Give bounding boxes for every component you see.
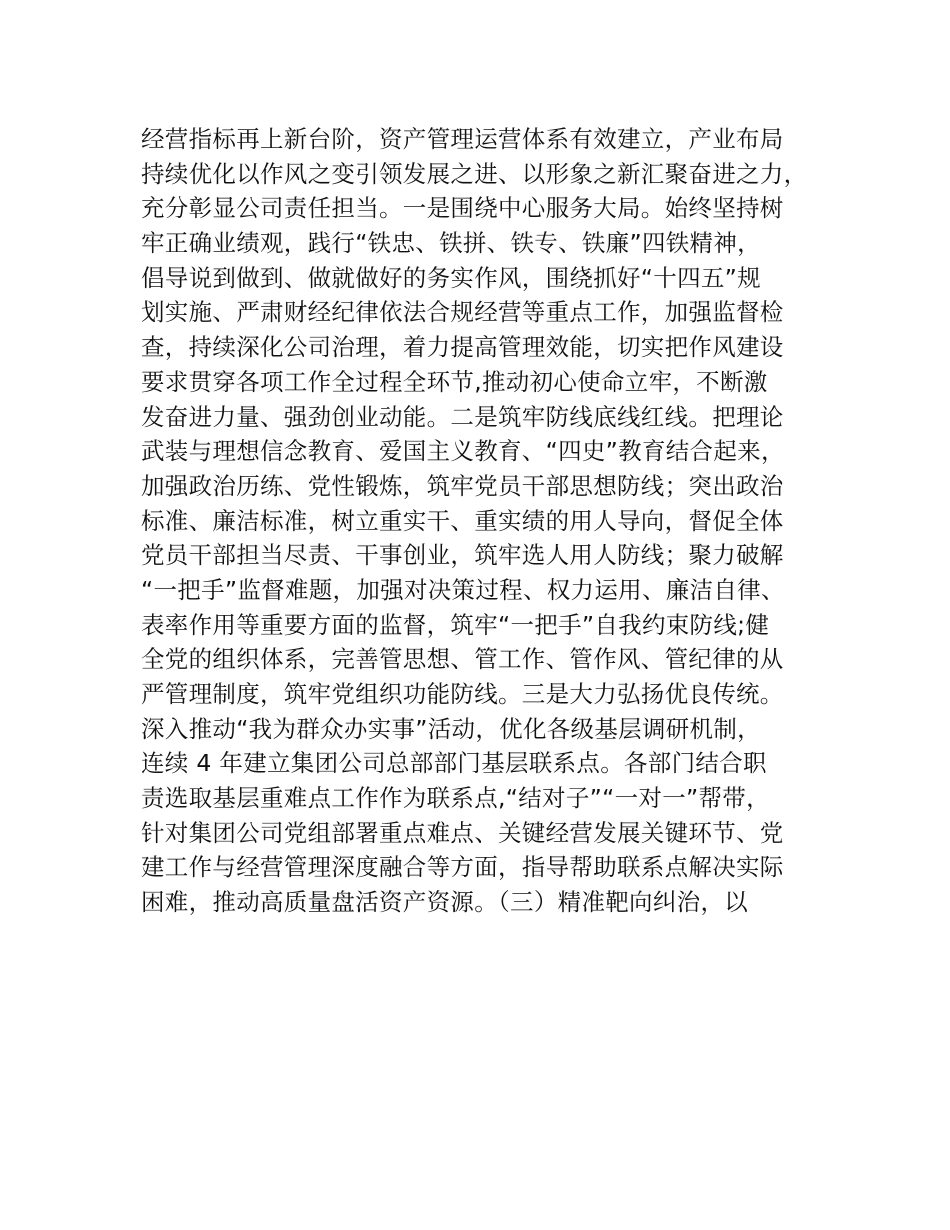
text-line: “一把手”监督难题，加强对决策过程、权力运用、廉洁自律、 — [141, 575, 785, 604]
text-line: 责选取基层重难点工作作为联系点,“结对子”“一对一”帮带， — [141, 784, 770, 813]
text-line: 建工作与经营管理深度融合等方面，指导帮助联系点解决实际 — [141, 853, 784, 882]
text-line: 充分彰显公司责任担当。一是围绕中心服务大局。始终坚持树 — [141, 194, 784, 223]
text-line: 要求贯穿各项工作全过程全环节,推动初心使命立牢，不断激 — [141, 367, 768, 396]
document-page — [141, 122, 841, 920]
text-line: 划实施、严肃财经纪律依法合规经营等重点工作，加强监督检 — [141, 298, 784, 327]
text-line: 全党的组织体系，完善管思想、管工作、管作风、管纪律的从 — [141, 645, 784, 674]
text-line: 困难，推动高质量盘活资产资源。（三）精准靶向纠治，以 — [141, 888, 749, 917]
text-line: 严管理制度，筑牢党组织功能防线。三是大力弘扬优良传统。 — [141, 680, 784, 708]
text-line: 加强政治历练、党性锻炼，筑牢党员干部思想防线；突出政治 — [141, 471, 784, 500]
text-line: 党员干部担当尽责、干事创业，筑牢选人用人防线；聚力破解 — [141, 541, 784, 570]
text-line: 经营指标再上新台阶，资产管理运营体系有效建立，产业布局 — [141, 125, 784, 153]
text-line: 倡导说到做到、做就做好的务实作风，围绕抓好“十四五”规 — [141, 263, 761, 292]
text-line: 牢正确业绩观，践行“铁忠、铁拼、铁专、铁廉”四铁精神， — [141, 229, 761, 258]
text-line: 标准、廉洁标准，树立重实干、重实绩的用人导向，督促全体 — [141, 506, 784, 535]
text-line: 武装与理想信念教育、爱国主义教育、“四史”教育结合起来， — [141, 437, 785, 466]
text-line: 查，持续深化公司治理，着力提高管理效能，切实把作风建设 — [141, 333, 784, 362]
text-line: 表率作用等重要方面的监督，筑牢“一把手”自我约束防线;健 — [141, 610, 770, 639]
text-line: 针对集团公司党组部署重点难点、关键经营发展关键环节、党 — [141, 818, 784, 847]
text-line: 持续优化以作风之变引领发展之进、以形象之新汇聚奋进之力， — [141, 159, 808, 188]
text-line: 深入推动“我为群众办实事”活动，优化各级基层调研机制， — [141, 714, 761, 743]
text-line: 发奋进力量、强劲创业动能。二是筑牢防线底线红线。把理论 — [141, 402, 784, 431]
text-line: 连续 4 年建立集团公司总部部门基层联系点。各部门结合职 — [141, 749, 767, 778]
